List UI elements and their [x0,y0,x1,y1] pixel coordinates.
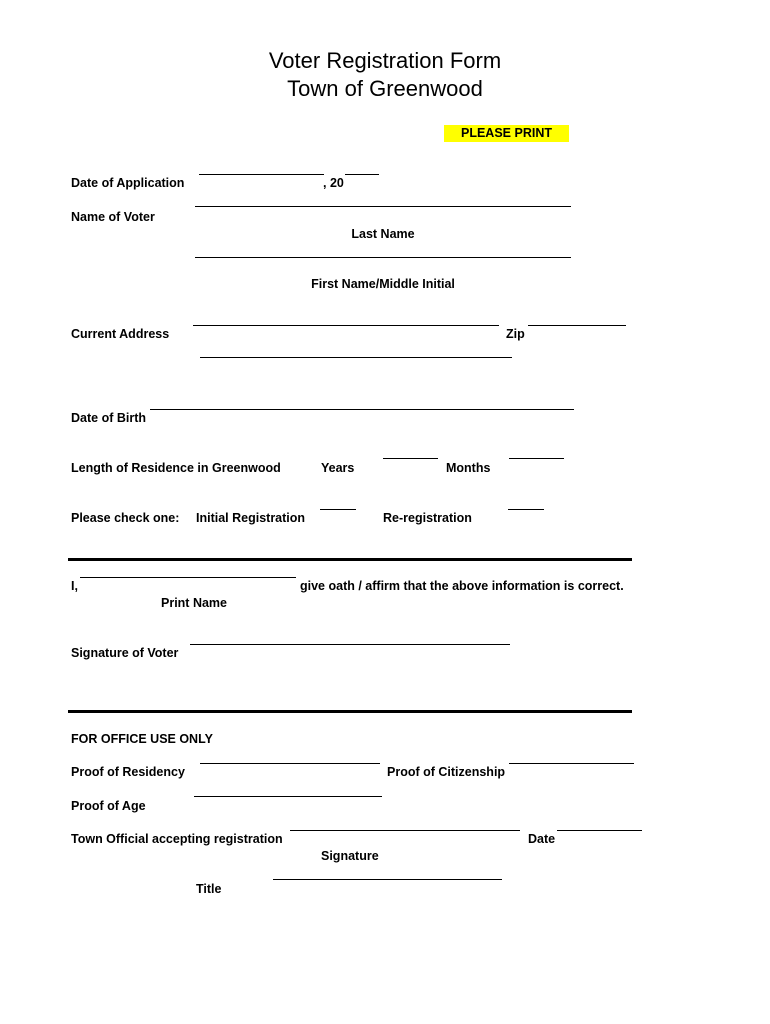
date-of-application-label: Date of Application [71,176,185,190]
office-use-heading: FOR OFFICE USE ONLY [71,732,213,746]
first-middle-field[interactable] [195,257,571,258]
oath-statement: give oath / affirm that the above information is correct. [300,579,624,593]
re-registration-label: Re-registration [383,511,472,525]
official-signature-field[interactable] [290,830,520,831]
form-title: Voter Registration Form [268,48,502,73]
re-registration-check[interactable] [508,509,544,510]
office-divider [68,710,632,713]
date-of-application-field[interactable] [199,174,324,175]
last-name-caption: Last Name [351,227,415,241]
please-check-one-label: Please check one: [71,511,180,525]
date-label: Date [528,832,556,846]
title-label: Title [196,882,222,896]
address-line2-field[interactable] [200,357,512,358]
last-name-field[interactable] [195,206,571,207]
section-divider [68,558,632,561]
print-name-caption: Print Name [161,596,227,610]
initial-registration-label: Initial Registration [196,511,306,525]
proof-of-residency-label: Proof of Residency [71,765,185,779]
town-official-label: Town Official accepting registration [71,832,283,846]
signature-caption: Signature [321,849,379,863]
years-field[interactable] [383,458,438,459]
months-field[interactable] [509,458,564,459]
name-of-voter-label: Name of Voter [71,210,155,224]
proof-of-age-field[interactable] [194,796,382,797]
oath-i-label: I, [71,579,78,593]
title-field[interactable] [273,879,502,880]
signature-of-voter-label: Signature of Voter [71,646,179,660]
form-subtitle: Town of Greenwood [287,76,483,101]
length-of-residence-label: Length of Residence in Greenwood [71,461,281,475]
year-prefix-label: , 20 [323,176,344,190]
print-name-field[interactable] [80,577,296,578]
years-label: Years [321,461,355,475]
proof-of-citizenship-field[interactable] [509,763,634,764]
current-address-label: Current Address [71,327,170,341]
official-date-field[interactable] [557,830,642,831]
please-print-badge: PLEASE PRINT [444,125,569,142]
voter-signature-field[interactable] [190,644,510,645]
months-label: Months [446,461,491,475]
date-of-birth-field[interactable] [150,409,574,410]
proof-of-age-label: Proof of Age [71,799,146,813]
first-middle-caption: First Name/Middle Initial [311,277,455,291]
address-line1-field[interactable] [193,325,499,326]
zip-label: Zip [506,327,525,341]
date-of-birth-label: Date of Birth [71,411,146,425]
proof-of-residency-field[interactable] [200,763,380,764]
zip-field[interactable] [528,325,626,326]
year-field[interactable] [345,174,379,175]
initial-registration-check[interactable] [320,509,356,510]
proof-of-citizenship-label: Proof of Citizenship [387,765,506,779]
